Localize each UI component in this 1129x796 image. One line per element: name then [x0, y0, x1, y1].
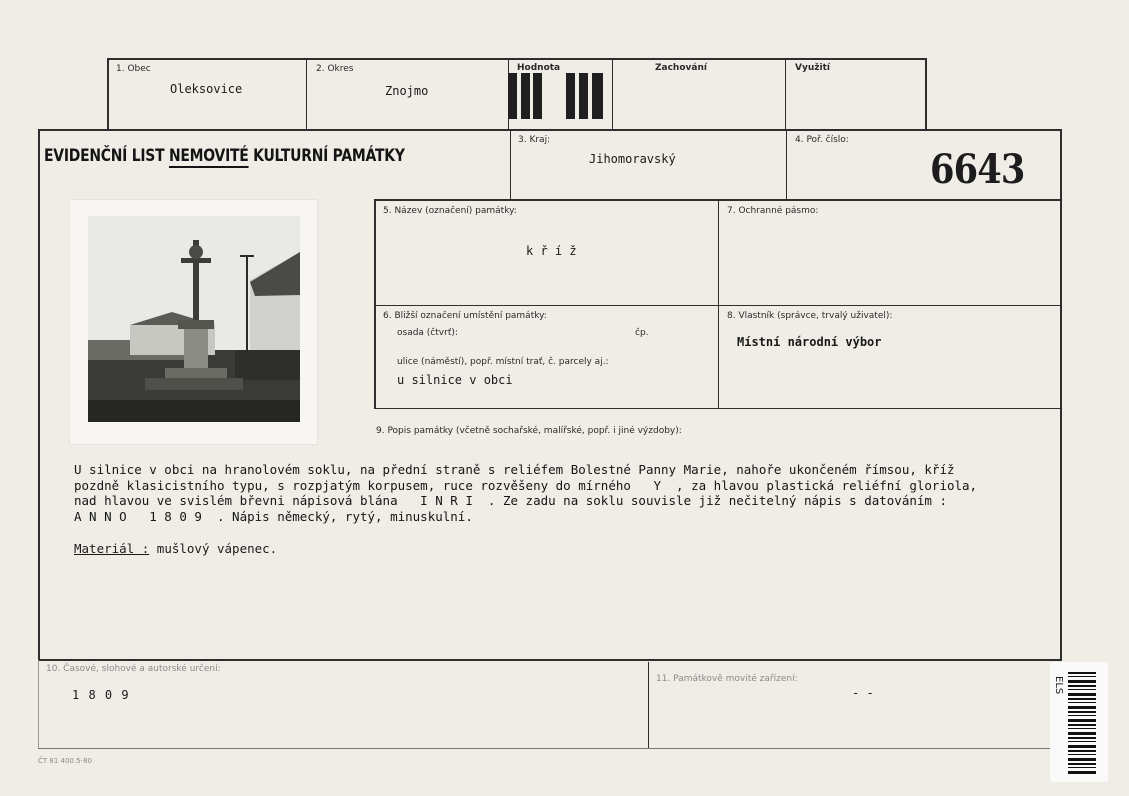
datovani-value: 1 8 0 9	[72, 688, 130, 702]
popis-label: 9. Popis památky (včetně sochařské, malířské, popř. i jiné výzdoby):	[376, 426, 682, 436]
obec-label: 1. Obec	[116, 64, 151, 74]
datovani-label: 10. Časové, slohové a autorské určení:	[46, 664, 221, 674]
cross-photo-image	[70, 200, 317, 444]
umisteni-value: u silnice v obci	[397, 373, 513, 387]
vyuziti-label: Využití	[795, 63, 830, 73]
ulice-label: ulice (náměstí), popř. místní trať, č. parcely aj.:	[397, 357, 609, 367]
osada-label: osada (čtvrť):	[397, 328, 458, 338]
hodnota-label: Hodnota	[517, 63, 561, 73]
ochranne-pasmo-label: 7. Ochranné pásmo:	[727, 206, 819, 216]
zarizeni-label: 11. Památkově movité zařízení:	[656, 674, 798, 684]
barcode-label: ELS	[1053, 676, 1064, 695]
vlastnik-label: 8. Vlastník (správce, trvalý uživatel):	[727, 311, 893, 321]
cp-label: čp.	[635, 328, 649, 338]
nazev-label: 5. Název (označení) památky:	[383, 206, 517, 216]
material-line: Materiál : mušlový vápenec.	[74, 541, 278, 556]
monument-photo	[70, 200, 317, 444]
vlastnik-value: Místní národní výbor	[737, 335, 882, 349]
obec-value: Oleksovice	[170, 82, 243, 96]
barcode-icon	[1068, 672, 1096, 774]
nazev-value: k ř í ž	[526, 244, 577, 258]
popis-text: U silnice v obci na hranolovém soklu, na přední straně s reliéfem Bolestné Panny Marie, nahoře ukončeném římsou, kříž pozdně klasicistního typu, s rozpjatým korpusem, ruce rozvěšeny do mírného Y , za hlavou plastická reliéfní gloriola, nad hlavou ve svislém břevni nápisová blána I N R I . Ze zadu na soklu souvisle již nečitelný nápis s datováním : A N N O 1 8 0 9 . Nápis německý, rytý, minuskulní.	[74, 462, 978, 524]
por-cislo-label: 4. Poř. číslo:	[795, 135, 849, 145]
okres-value: Znojmo	[385, 84, 429, 98]
footer-code: ČT 81 400.5-80	[38, 757, 92, 765]
zachovani-label: Zachování	[655, 63, 707, 73]
kraj-label: 3. Kraj:	[518, 135, 551, 145]
barcode-sticker	[1050, 662, 1108, 782]
kraj-value: Jihomoravský	[589, 152, 676, 166]
umisteni-label: 6. Bližší označení umístění památky:	[383, 311, 547, 321]
zarizeni-value: - -	[852, 686, 874, 700]
document-title: EVIDENČNÍ LIST NEMOVITÉ KULTURNÍ PAMÁTKY	[44, 146, 405, 166]
okres-label: 2. Okres	[316, 64, 354, 74]
record-number: 6643	[930, 146, 1025, 193]
